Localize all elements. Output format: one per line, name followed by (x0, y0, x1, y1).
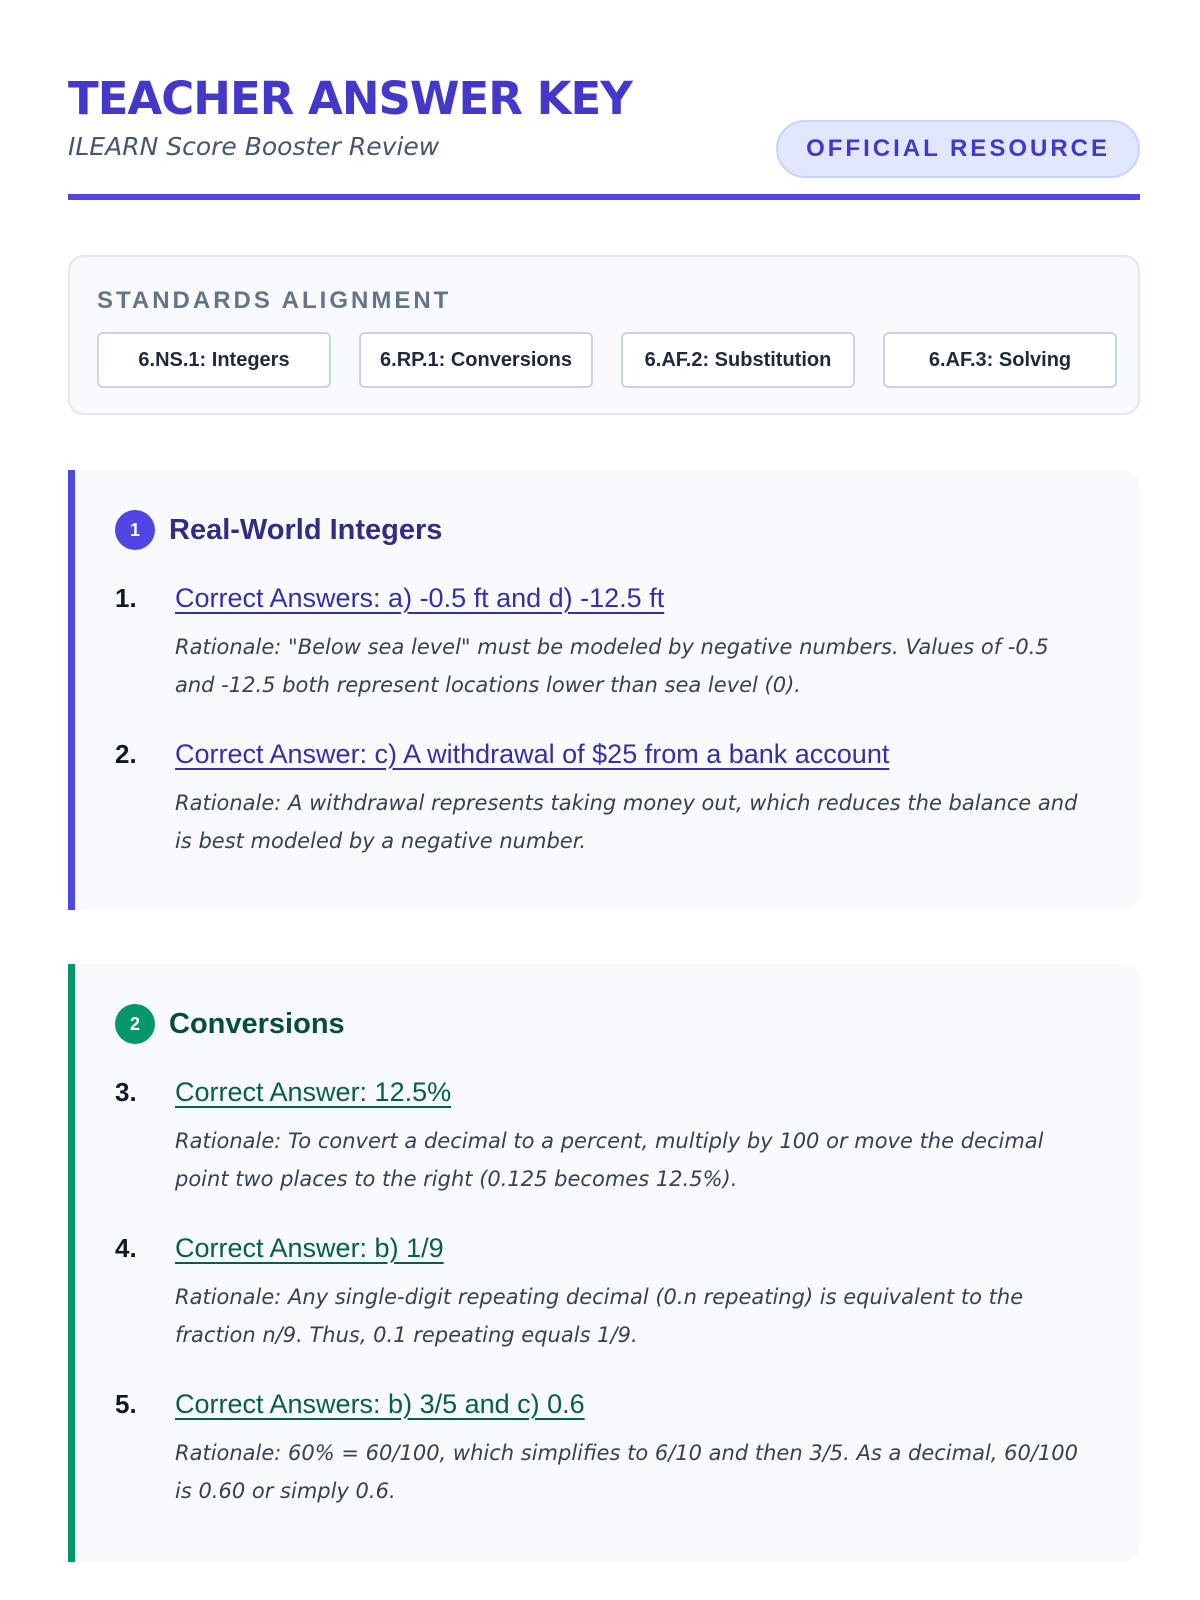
section-number-badge: 1 (115, 510, 155, 550)
section-title: Real-World Integers (169, 513, 443, 546)
answer-rationale: Rationale: A withdrawal represents taking money out, which reduces the balance and is best modeled by a negative number. (175, 791, 1078, 853)
answer-rationale: Rationale: To convert a decimal to a percent, multiply by 100 or move the decimal point two places to the right (0.125 becomes 12.5%). (175, 1129, 1044, 1191)
standards-alignment-panel (68, 255, 1140, 415)
standard-chip-rp1: 6.RP.1: Conversions (359, 332, 593, 388)
correct-answer-link[interactable]: Correct Answers: b) 3/5 and c) 0.6 (175, 1389, 585, 1419)
standard-chip-ns1: 6.NS.1: Integers (97, 332, 331, 388)
section-number-badge: 2 (115, 1004, 155, 1044)
section-header (115, 510, 442, 550)
section-title: Conversions (169, 1007, 345, 1040)
correct-answer-link[interactable]: Correct Answers: a) -0.5 ft and d) -12.5 ft (175, 583, 665, 613)
page-subtitle: ILEARN Score Booster Review (68, 132, 440, 161)
official-resource-badge: OFFICIAL RESOURCE (776, 120, 1140, 178)
standard-chip-af3: 6.AF.3: Solving (883, 332, 1117, 388)
question-number: 3. (115, 1077, 137, 1107)
answer-rationale: Rationale: Any single-digit repeating decimal (0.n repeating) is equivalent to the fraction n/9. Thus, 0.1 repeating equals 1/9. (175, 1285, 1024, 1347)
correct-answer-link[interactable]: Correct Answer: c) A withdrawal of $25 from a bank account (175, 739, 890, 769)
correct-answer-link[interactable]: Correct Answer: 12.5% (175, 1077, 452, 1107)
answer-rationale: Rationale: 60% = 60/100, which simplifies to 6/10 and then 3/5. As a decimal, 60/100 is 0.60 or simply 0.6. (175, 1441, 1079, 1503)
page-header (68, 70, 1140, 161)
standards-label: STANDARDS ALIGNMENT (97, 287, 452, 314)
question-number: 5. (115, 1389, 137, 1419)
page-title: TEACHER ANSWER KEY (68, 72, 632, 125)
section-conversions (68, 964, 1140, 1562)
section-real-world-integers (68, 470, 1140, 910)
standard-chip-af2: 6.AF.2: Substitution (621, 332, 855, 388)
question-number: 2. (115, 739, 137, 769)
correct-answer-link[interactable]: Correct Answer: b) 1/9 (175, 1233, 444, 1263)
section-header (115, 1004, 345, 1044)
answer-rationale: Rationale: "Below sea level" must be modeled by negative numbers. Values of -0.5 and -12.5 both represent locations lower than sea level (0). (175, 635, 1049, 697)
header-divider (68, 194, 1140, 200)
standards-chip-list (97, 332, 1117, 388)
question-number: 4. (115, 1233, 137, 1263)
question-number: 1. (115, 583, 137, 613)
